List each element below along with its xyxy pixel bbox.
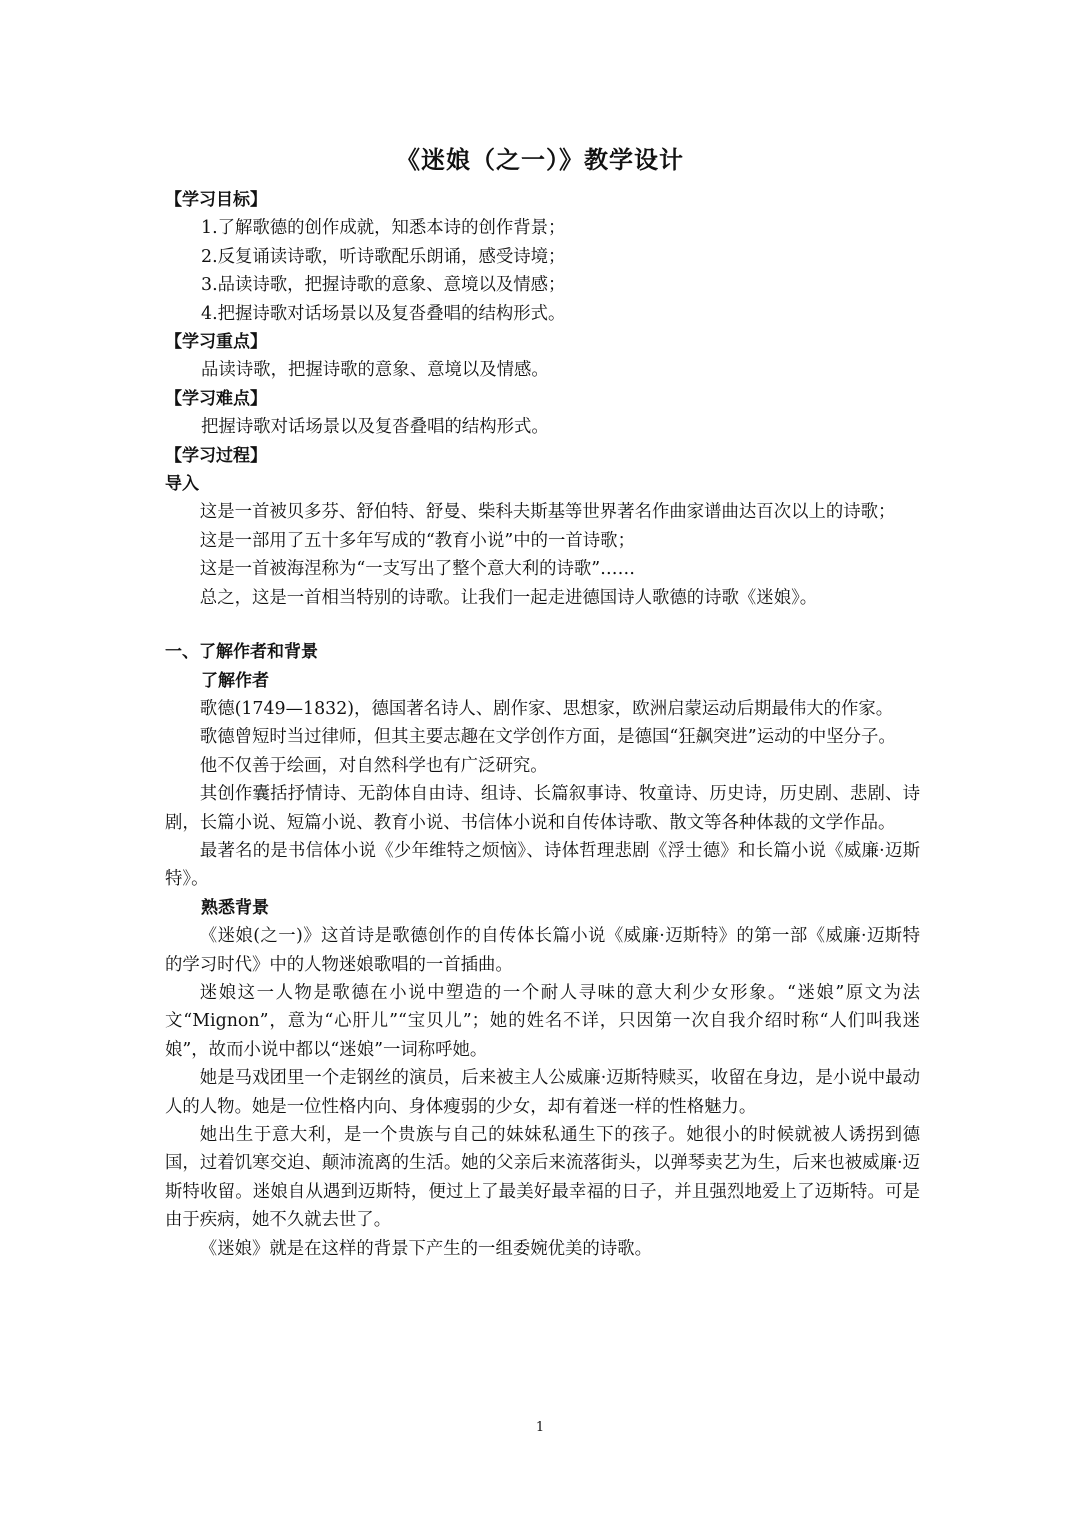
background-paragraph-5: 《迷娘》就是在这样的背景下产生的一组委婉优美的诗歌。 (199, 1238, 652, 1259)
objective-item-2: 2.反复诵读诗歌，听诗歌配乐朗诵，感受诗境； (201, 246, 566, 267)
author-paragraph-2: 歌德曾短时当过律师，但其主要志趣在文学创作方面，是德国“狂飙突进”运动的中坚分子。 (199, 727, 896, 748)
key-points-text: 品读诗歌，把握诗歌的意象、意境以及情感。 (201, 360, 549, 381)
author-paragraph-1: 歌德(1749—1832)，德国著名诗人、剧作家、思想家，欧洲启蒙运动后期最伟大的作家。 (199, 698, 894, 719)
intro-paragraph-1: 这是一首被贝多芬、舒伯特、舒曼、柴科夫斯基等世界著名作曲家谱曲达百次以上的诗歌； (199, 502, 896, 523)
intro-heading: 导入 (165, 474, 199, 495)
objective-item-4: 4.把握诗歌对话场景以及复沓叠唱的结构形式。 (201, 303, 566, 324)
document-title: 《迷娘（之一）》教学设计 (396, 146, 684, 174)
process-heading: 【学习过程】 (165, 445, 267, 466)
background-paragraph-1: 《迷娘(之一)》这首诗是歌德创作的自传体长篇小说《威廉·迈斯特》的第一部《威廉·迈斯特的学习时代》中的人物迷娘歌唱的一首插曲。 (165, 926, 920, 975)
key-points-heading: 【学习重点】 (165, 332, 267, 353)
author-paragraph-4: 其创作囊括抒情诗、无韵体自由诗、组诗、长篇叙事诗、牧童诗、历史诗，历史剧、悲剧、诗剧，长篇小说、短篇小说、教育小说、书信体小说和自传体诗歌、散文等各种体裁的文学作品。 (165, 784, 920, 833)
author-paragraph-5: 最著名的是书信体小说《少年维特之烦恼》、诗体哲理悲剧《浮士德》和长篇小说《威廉·迈斯特》。 (165, 840, 920, 890)
background-heading: 熟悉背景 (201, 897, 269, 918)
intro-paragraph-3: 这是一首被海涅称为“一支写出了整个意大利的诗歌”…… (199, 559, 635, 580)
section-spacer (165, 612, 920, 638)
difficulties-text: 把握诗歌对话场景以及复沓叠唱的结构形式。 (201, 417, 549, 438)
intro-paragraph-2: 这是一部用了五十多年写成的“教育小说”中的一首诗歌； (199, 530, 635, 551)
background-paragraph-2: 迷娘这一人物是歌德在小说中塑造的一个耐人寻味的意大利少女形象。“迷娘”原文为法文“Mignon”，意为“心肝儿”“宝贝儿”；她的姓名不详，只因第一次自我介绍时称“人们叫我迷娘”，故而小说中都以“迷娘”一词称呼她。 (165, 982, 920, 1060)
background-paragraph-4: 她出生于意大利，是一个贵族与自己的妹妹私通生下的孩子。她很小的时候就被人诱拐到德国，过着饥寒交迫、颠沛流离的生活。她的父亲后来流落街头，以弹琴卖艺为生，后来也被威廉·迈斯特收留。迷娘自从遇到迈斯特，便过上了最美好最幸福的日子，并且强烈地爱上了迈斯特。可是由于疾病，她不久就去世了。 (165, 1125, 920, 1231)
page-number: 1 (535, 1420, 545, 1435)
intro-paragraph-4: 总之，这是一首相当特别的诗歌。让我们一起走进德国诗人歌德的诗歌《迷娘》。 (199, 587, 818, 608)
objective-item-1: 1.了解歌德的创作成就，知悉本诗的创作背景； (201, 218, 566, 239)
document-body (165, 186, 920, 1263)
difficulties-heading: 【学习难点】 (165, 388, 267, 409)
section-one-heading: 一、了解作者和背景 (165, 642, 318, 663)
author-heading: 了解作者 (201, 670, 269, 691)
author-paragraph-3: 他不仅善于绘画，对自然科学也有广泛研究。 (199, 755, 548, 776)
background-paragraph-3: 她是马戏团里一个走钢丝的演员，后来被主人公威廉·迈斯特赎买，收留在身边，是小说中最动人的人物。她是一位性格内向、身体瘦弱的少女，却有着迷一样的性格魅力。 (165, 1068, 920, 1117)
objective-item-3: 3.品读诗歌，把握诗歌的意象、意境以及情感； (201, 275, 566, 296)
objectives-heading: 【学习目标】 (165, 190, 267, 210)
